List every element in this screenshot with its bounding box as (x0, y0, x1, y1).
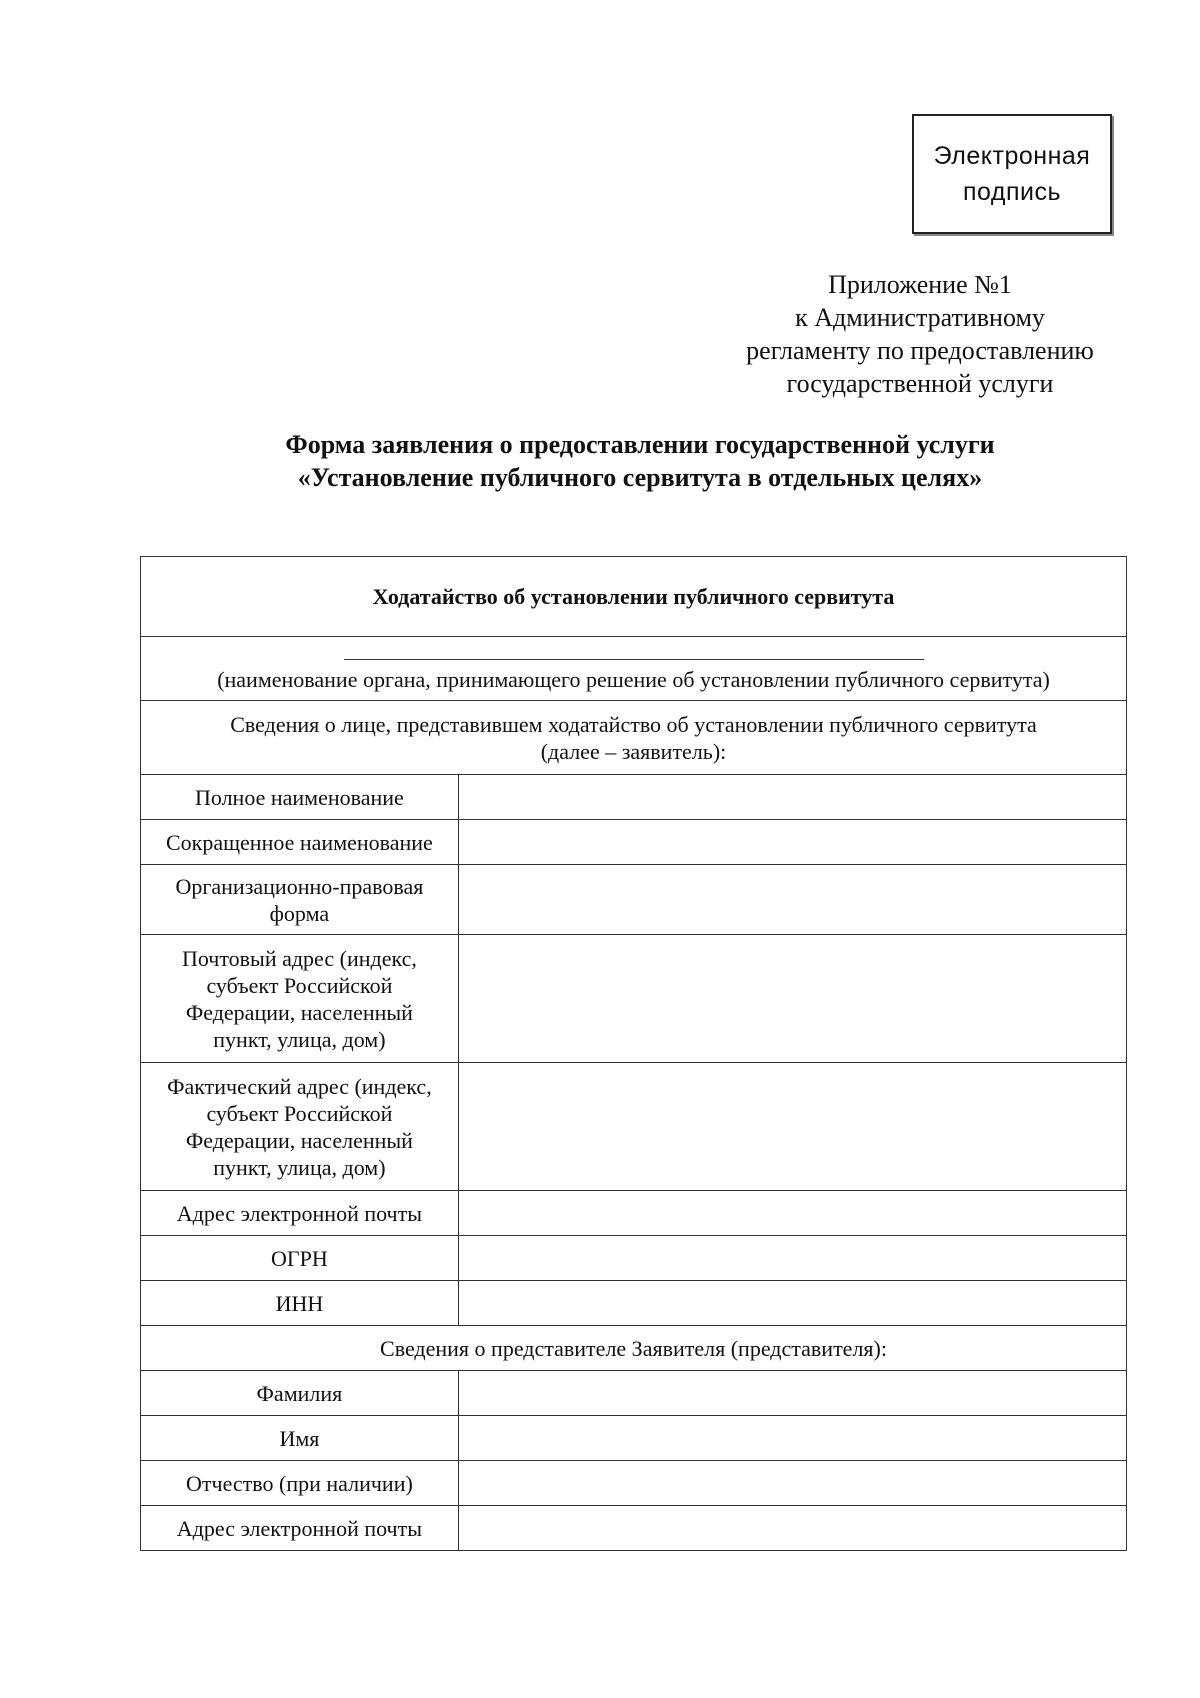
applicant-header-line-2: (далее – заявитель): (540, 738, 727, 764)
petition-title-row (141, 557, 1127, 637)
electronic-signature-stamp (912, 114, 1112, 234)
representative-value-field[interactable] (458, 1461, 1126, 1506)
applicant-label (141, 1063, 459, 1191)
petition-title: Ходатайство об установлении публичного сервитута (141, 557, 1127, 637)
applicant-label-line: пункт, улица, дом) (213, 1026, 386, 1052)
applicant-label-line: Адрес электронной почты (176, 1200, 423, 1226)
applicant-label-line: Организационно-правовая (175, 873, 424, 899)
applicant-label-line: Федерации, населенный (185, 999, 413, 1025)
applicant-value-field[interactable] (458, 820, 1126, 865)
representative-label (141, 1416, 459, 1461)
petition-form-table (140, 556, 1127, 1551)
form-title (140, 428, 1140, 494)
stamp-line-1: Электронная (933, 142, 1091, 170)
applicant-label-line: Федерации, населенный (185, 1127, 413, 1153)
applicant-header-row (141, 701, 1127, 775)
applicant-label-line: субъект Российской (206, 972, 393, 998)
representative-label-line: Адрес электронной почты (176, 1515, 423, 1541)
applicant-label (141, 1281, 459, 1326)
appendix-line-1: Приложение №1 (828, 270, 1012, 299)
applicant-header-line-1: Сведения о лице, представившем ходатайство об установлении публичного сервитута (230, 711, 1037, 737)
appendix-line-3: регламенту по предоставлению (746, 336, 1094, 365)
form-title-line-1: Форма заявления о предоставлении государственной услуги (285, 430, 995, 459)
org-name-cell[interactable] (141, 637, 1127, 701)
applicant-row (141, 1236, 1127, 1281)
applicant-label (141, 1236, 459, 1281)
appendix-line-4: государственной услуги (786, 369, 1054, 398)
form-title-line-2: «Установление публичного сервитута в отдельных целях» (297, 463, 983, 492)
representative-row (141, 1371, 1127, 1416)
applicant-label-line: пункт, улица, дом) (213, 1154, 386, 1180)
applicant-label (141, 935, 459, 1063)
applicant-value-field[interactable] (458, 1191, 1126, 1236)
applicant-label-line: Полное наименование (194, 784, 404, 810)
representative-value-field[interactable] (458, 1416, 1126, 1461)
applicant-row (141, 775, 1127, 820)
applicant-label-line: Фактический адрес (индекс, (167, 1073, 432, 1099)
applicant-value-field[interactable] (458, 775, 1126, 820)
representative-row (141, 1506, 1127, 1551)
applicant-label-line: Почтовый адрес (индекс, (181, 945, 417, 971)
applicant-row (141, 1063, 1127, 1191)
representative-header-row (141, 1326, 1127, 1371)
applicant-value-field[interactable] (458, 935, 1126, 1063)
representative-value-field[interactable] (458, 1371, 1126, 1416)
applicant-label-line: Сокращенное наименование (165, 829, 433, 855)
applicant-header (141, 701, 1127, 775)
applicant-row (141, 935, 1127, 1063)
applicant-row (141, 1281, 1127, 1326)
applicant-row (141, 865, 1127, 935)
representative-label-line: Фамилия (256, 1380, 343, 1406)
applicant-label-line: форма (269, 900, 330, 926)
org-name-row (141, 637, 1127, 701)
applicant-label (141, 775, 459, 820)
representative-header: Сведения о представителе Заявителя (представителя): (141, 1326, 1127, 1371)
applicant-value-field[interactable] (458, 1236, 1126, 1281)
representative-label (141, 1461, 459, 1506)
applicant-value-field[interactable] (458, 1063, 1126, 1191)
applicant-value-field[interactable] (458, 1281, 1126, 1326)
representative-row (141, 1461, 1127, 1506)
representative-label (141, 1506, 459, 1551)
representative-label-line: Имя (279, 1425, 320, 1451)
applicant-label (141, 1191, 459, 1236)
org-name-caption: (наименование органа, принимающего решение об установлении публичного сервитута) (217, 666, 1050, 692)
representative-label (141, 1371, 459, 1416)
applicant-label-line: ИНН (275, 1290, 324, 1316)
representative-row (141, 1416, 1127, 1461)
representative-label-line: Отчество (при наличии) (186, 1470, 413, 1496)
appendix-block (700, 268, 1140, 400)
applicant-label-line: ОГРН (271, 1245, 328, 1271)
applicant-value-field[interactable] (458, 865, 1126, 935)
applicant-row (141, 820, 1127, 865)
applicant-label (141, 865, 459, 935)
applicant-row (141, 1191, 1127, 1236)
applicant-label-line: субъект Российской (206, 1100, 393, 1126)
applicant-label (141, 820, 459, 865)
org-name-blank-line (344, 645, 924, 660)
stamp-line-2: подпись (962, 178, 1061, 206)
appendix-line-2: к Административному (795, 303, 1045, 332)
representative-value-field[interactable] (458, 1506, 1126, 1551)
